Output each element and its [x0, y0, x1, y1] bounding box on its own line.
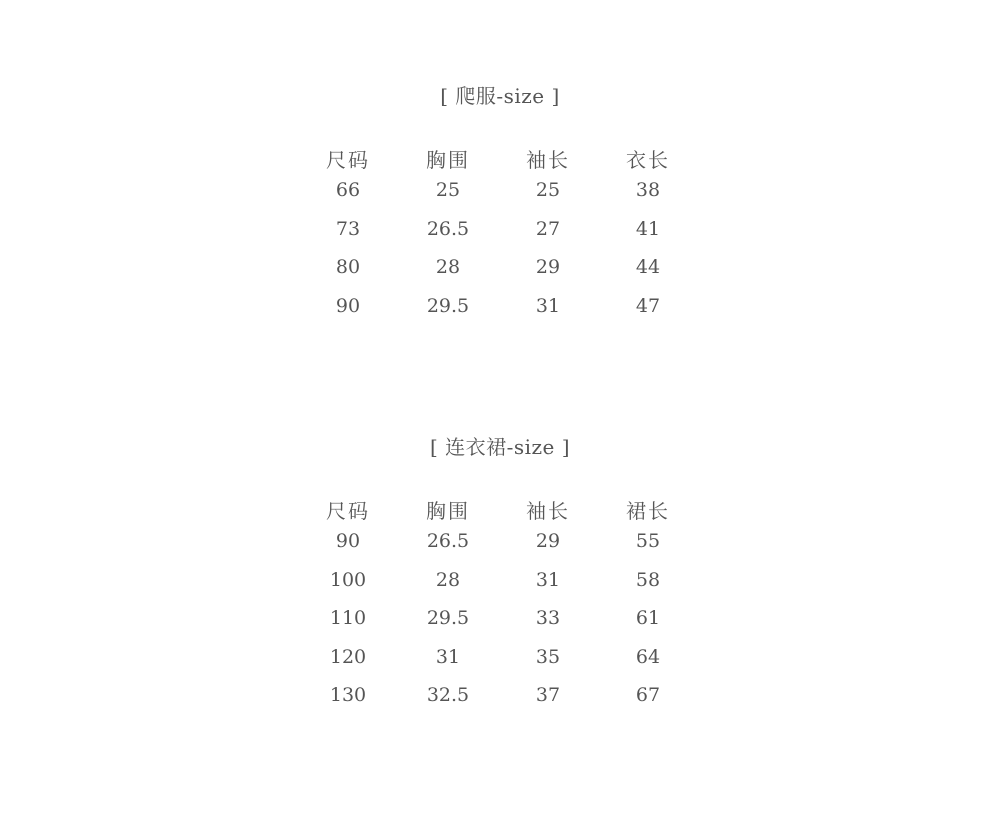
table-row — [298, 680, 698, 719]
cell-skirt-length: 58 — [635, 568, 661, 591]
cell-sleeve: 37 — [535, 684, 561, 706]
cell-chest: 26.5 — [426, 530, 470, 552]
cell-skirt-length: 61 — [635, 607, 661, 629]
cell-size: 66 — [335, 179, 361, 201]
dress-size-title: [ 连衣裙-size ] — [429, 435, 571, 459]
cell-skirt-length: 64 — [635, 645, 661, 668]
cell-chest: 29.5 — [426, 607, 470, 629]
cell-sleeve: 31 — [535, 568, 561, 591]
column-header-size: 尺码 — [326, 148, 370, 172]
cell-size: 90 — [335, 294, 361, 317]
cell-sleeve: 35 — [535, 645, 561, 668]
cell-size: 120 — [329, 645, 367, 668]
cell-sleeve: 25 — [535, 179, 561, 201]
table-row — [298, 214, 698, 253]
table-row — [298, 291, 698, 330]
romper-size-title: [ 爬服-size ] — [440, 84, 560, 108]
cell-sleeve: 33 — [535, 607, 561, 629]
cell-length: 38 — [635, 179, 661, 201]
cell-skirt-length: 67 — [635, 684, 661, 706]
cell-chest: 32.5 — [426, 684, 470, 706]
cell-chest: 26.5 — [426, 217, 470, 240]
cell-sleeve: 27 — [535, 217, 561, 240]
column-header-chest: 胸围 — [426, 499, 470, 523]
cell-size: 80 — [335, 256, 361, 278]
dress-size-table — [298, 496, 698, 719]
table-header-row — [298, 145, 698, 175]
column-header-skirt-length: 裙长 — [626, 499, 670, 523]
column-header-sleeve: 袖长 — [526, 148, 570, 172]
table-row — [298, 565, 698, 604]
cell-sleeve: 31 — [535, 294, 561, 317]
cell-size: 90 — [335, 530, 361, 552]
table-row — [298, 252, 698, 291]
cell-length: 47 — [635, 294, 661, 317]
column-header-length: 衣长 — [626, 148, 670, 172]
cell-size: 73 — [335, 217, 361, 240]
cell-size: 110 — [329, 607, 367, 629]
cell-length: 44 — [635, 256, 661, 278]
cell-sleeve: 29 — [535, 256, 561, 278]
table-row — [298, 175, 698, 214]
cell-chest: 28 — [435, 568, 461, 591]
column-header-chest: 胸围 — [426, 148, 470, 172]
table-row — [298, 642, 698, 681]
table-row — [298, 603, 698, 642]
cell-size: 130 — [329, 684, 367, 706]
cell-chest: 29.5 — [426, 294, 470, 317]
cell-sleeve: 29 — [535, 530, 561, 552]
table-header-row — [298, 496, 698, 526]
cell-skirt-length: 55 — [635, 530, 661, 552]
table-row — [298, 526, 698, 565]
cell-chest: 28 — [435, 256, 461, 278]
romper-size-table — [298, 145, 698, 329]
cell-length: 41 — [635, 217, 661, 240]
column-header-sleeve: 袖长 — [526, 499, 570, 523]
column-header-size: 尺码 — [326, 499, 370, 523]
cell-chest: 31 — [435, 645, 461, 668]
cell-chest: 25 — [435, 179, 461, 201]
cell-size: 100 — [329, 568, 367, 591]
